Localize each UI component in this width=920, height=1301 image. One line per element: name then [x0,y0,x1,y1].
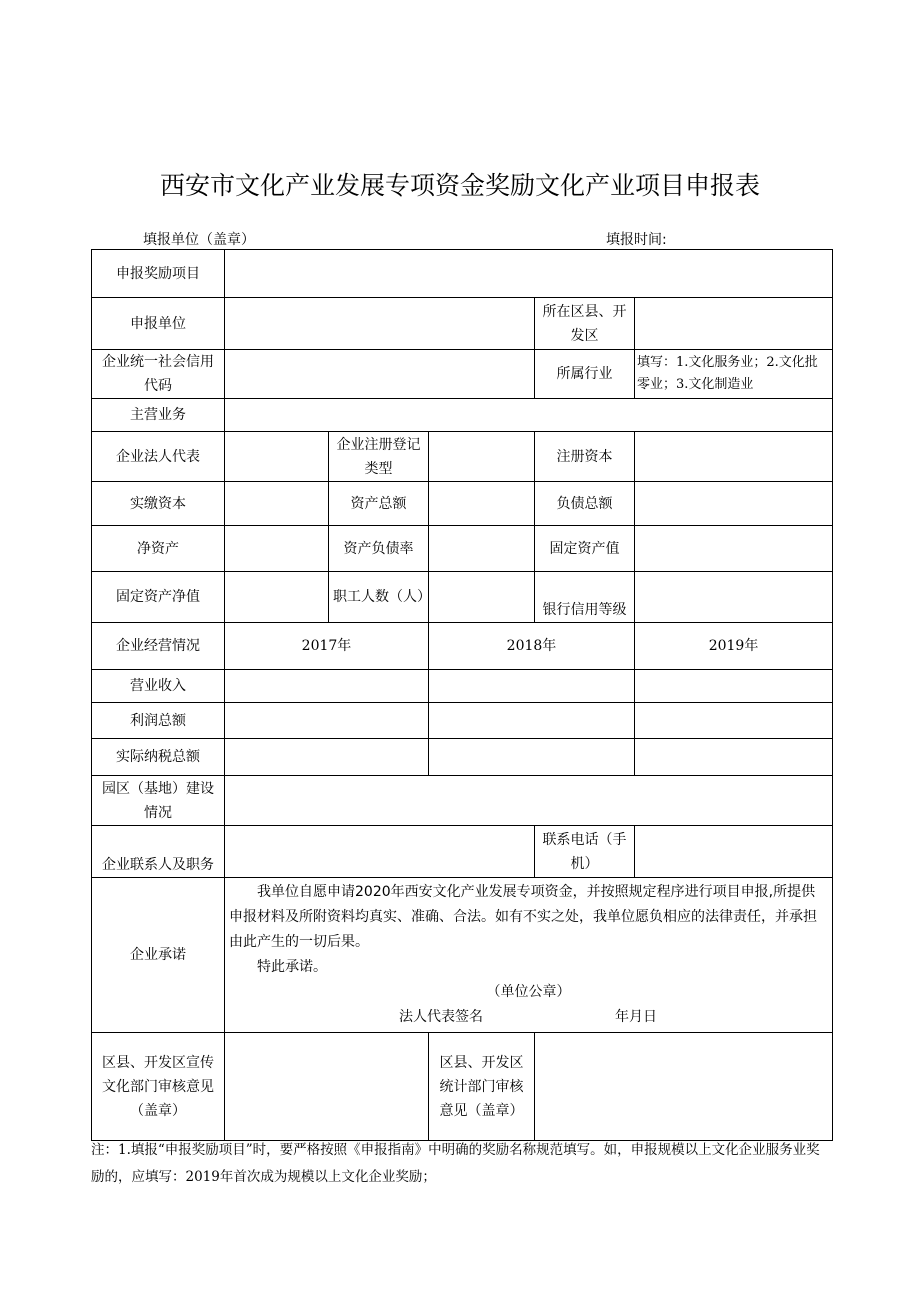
form-row-revenue [92,670,833,703]
label-district: 所在区县、开发区 [535,298,635,350]
input-total-assets[interactable] [429,482,535,526]
date-label: 年月日 [615,1009,657,1025]
year-2017-header: 2017年 [225,623,429,670]
input-profit-2017[interactable] [225,703,429,739]
form-row-profit [92,703,833,739]
label-phone: 联系电话（手机） [535,826,635,878]
form-row-project [92,250,833,298]
input-applicant[interactable] [225,298,535,350]
form-row-main-business [92,399,833,432]
input-net-fixed-assets[interactable] [225,572,329,623]
label-net-assets: 净资产 [92,526,225,572]
form-row-credit [92,350,833,399]
input-revenue-2017[interactable] [225,670,429,703]
label-tax: 实际纳税总额 [92,739,225,776]
label-review-culture: 区县、开发区宣传文化部门审核意见（盖章） [92,1033,225,1141]
year-2019-header: 2019年 [635,623,833,670]
input-review-culture[interactable] [225,1033,429,1141]
input-debt-ratio[interactable] [429,526,535,572]
label-debt-ratio: 资产负债率 [329,526,429,572]
input-contact[interactable] [225,826,535,878]
input-tax-2019[interactable] [635,739,833,776]
form-row-fixed-net [92,572,833,623]
filling-time-label: 填报时间: [606,232,667,248]
form-row-capital [92,482,833,526]
label-revenue: 营业收入 [92,670,225,703]
input-profit-2019[interactable] [635,703,833,739]
input-total-liabilities[interactable] [635,482,833,526]
input-main-business[interactable] [225,399,833,432]
label-applicant: 申报单位 [92,298,225,350]
label-legal-rep: 企业法人代表 [92,432,225,482]
input-fixed-assets[interactable] [635,526,833,572]
input-employees[interactable] [429,572,535,623]
label-fixed-assets: 固定资产值 [535,526,635,572]
label-profit: 利润总额 [92,703,225,739]
input-phone[interactable] [635,826,833,878]
pledge-closing: 特此承诺。 [257,959,327,975]
input-park[interactable] [225,776,833,826]
footnote: 注：1.填报“申报奖励项目”时，要严格按照《申报指南》中明确的奖励名称规范填写。如，申报规模以上文化企业服务业奖励的，应填写：2019年首次成为规模以上文化企业奖励； [91,1142,820,1185]
application-form-table [91,249,833,1141]
label-credit-code: 企业统一社会信用代码 [92,350,225,399]
input-legal-rep[interactable] [225,432,329,482]
industry-hint[interactable]: 填写：1.文化服务业；2.文化批零业；3.文化制造业 [635,350,833,399]
input-revenue-2019[interactable] [635,670,833,703]
signature-line [229,1005,828,1030]
legal-rep-signature-label: 法人代表签名 [399,1009,483,1025]
form-row-contact [92,826,833,878]
label-reg-capital: 注册资本 [535,432,635,482]
form-row-net-assets [92,526,833,572]
form-row-years [92,623,833,670]
label-park: 园区（基地）建设情况 [92,776,225,826]
label-operations: 企业经营情况 [92,623,225,670]
input-credit-rating[interactable] [635,572,833,623]
label-project: 申报奖励项目 [92,250,225,298]
input-profit-2018[interactable] [429,703,635,739]
label-contact: 企业联系人及职务 [92,826,225,878]
unit-seal-label: （单位公章） [486,984,571,1000]
input-net-assets[interactable] [225,526,329,572]
form-row-tax [92,739,833,776]
input-review-stats[interactable] [535,1033,833,1141]
input-reg-type[interactable] [429,432,535,482]
label-credit-rating: 银行信用等级 [535,572,635,623]
input-tax-2018[interactable] [429,739,635,776]
input-revenue-2018[interactable] [429,670,635,703]
label-employees: 职工人数（人） [329,572,429,623]
label-paid-capital: 实缴资本 [92,482,225,526]
form-row-park [92,776,833,826]
label-reg-type: 企业注册登记类型 [329,432,429,482]
pledge-text: 我单位自愿申请2020年西安文化产业发展专项资金，并按照规定程序进行项目申报,所提供申报材料及所附资料均真实、准确、合法。如有不实之处，我单位愿负相应的法律责任，并承担由此产生的一切后果。 [229,884,817,950]
year-2018-header: 2018年 [429,623,635,670]
filling-unit-label: 填报单位（盖章） [143,232,255,248]
label-net-fixed-assets: 固定资产净值 [92,572,225,623]
label-review-stats: 区县、开发区统计部门审核意见（盖章） [429,1033,535,1141]
input-project[interactable] [225,250,833,298]
label-pledge: 企业承诺 [92,878,225,1033]
label-total-liabilities: 负债总额 [535,482,635,526]
label-total-assets: 资产总额 [329,482,429,526]
pledge-content [225,878,833,1033]
input-credit-code[interactable] [225,350,535,399]
form-row-review [92,1033,833,1141]
input-tax-2017[interactable] [225,739,429,776]
label-main-business: 主营业务 [92,399,225,432]
form-row-legal [92,432,833,482]
input-district[interactable] [635,298,833,350]
form-row-applicant [92,298,833,350]
label-industry: 所属行业 [535,350,635,399]
page-title: 西安市文化产业发展专项资金奖励文化产业项目申报表 [159,171,760,200]
input-paid-capital[interactable] [225,482,329,526]
form-row-pledge [92,878,833,1033]
input-reg-capital[interactable] [635,432,833,482]
